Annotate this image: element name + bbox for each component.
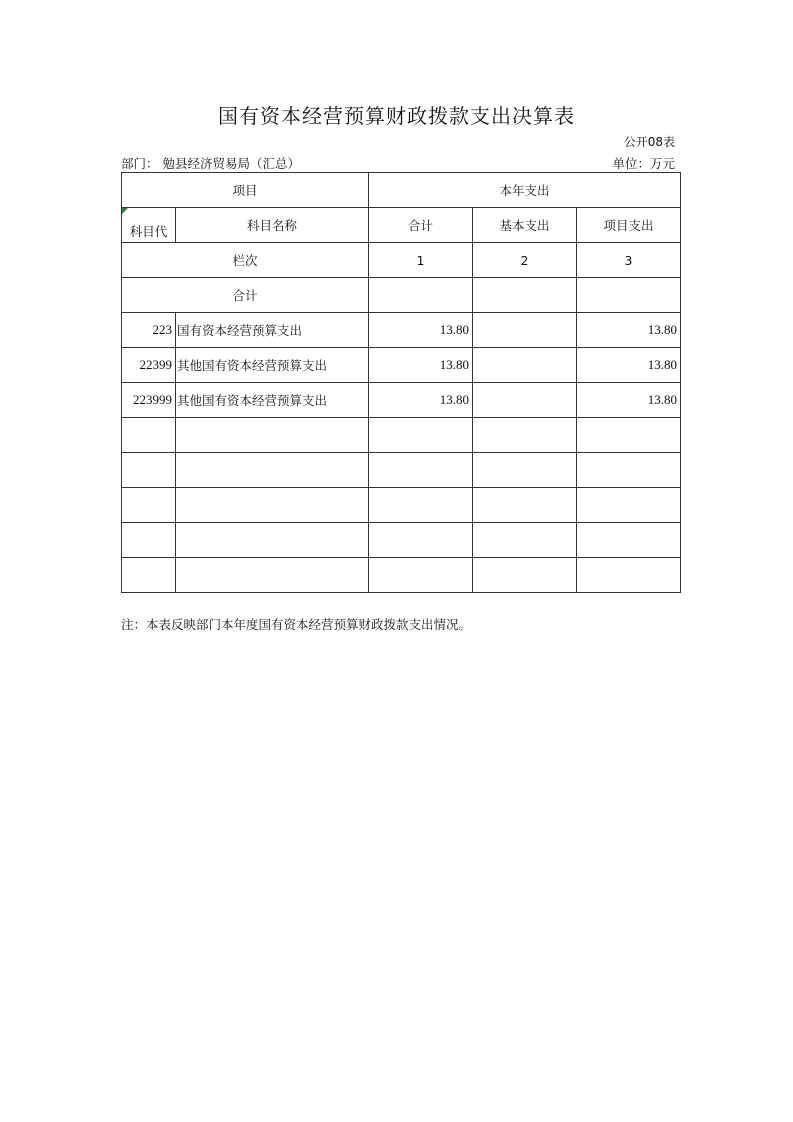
row-total: 13.80 bbox=[369, 348, 473, 383]
header-code bbox=[122, 208, 176, 243]
column-index-row bbox=[122, 243, 681, 278]
row-basic bbox=[473, 313, 577, 348]
footnote: 注：本表反映部门本年度国有资本经营预算财政拨款支出情况。 bbox=[121, 617, 472, 632]
form-number: 公开08表 bbox=[623, 135, 675, 149]
sum-basic bbox=[473, 278, 577, 313]
row-project: 13.80 bbox=[577, 383, 681, 418]
sum-project bbox=[577, 278, 681, 313]
row-project: 13.80 bbox=[577, 348, 681, 383]
table-row bbox=[122, 383, 681, 418]
header-code-label: 科目代 bbox=[129, 224, 168, 239]
row-project: 13.80 bbox=[577, 313, 681, 348]
header-year-expense: 本年支出 bbox=[369, 173, 681, 208]
header-name: 科目名称 bbox=[176, 208, 369, 243]
empty-row bbox=[122, 453, 681, 488]
header-row-1 bbox=[122, 173, 681, 208]
empty-row bbox=[122, 418, 681, 453]
empty-row bbox=[122, 523, 681, 558]
row-total: 13.80 bbox=[369, 313, 473, 348]
cell-comment-marker bbox=[122, 208, 128, 214]
col-index-3: 3 bbox=[577, 243, 681, 278]
expense-table bbox=[121, 172, 681, 593]
row-name: 其他国有资本经营预算支出 bbox=[176, 383, 369, 418]
header-total: 合计 bbox=[369, 208, 473, 243]
row-code: 223 bbox=[122, 313, 176, 348]
col-index-1: 1 bbox=[369, 243, 473, 278]
header-project: 项目支出 bbox=[577, 208, 681, 243]
row-name: 其他国有资本经营预算支出 bbox=[176, 348, 369, 383]
department-label: 部门： 勉县经济贸易局（汇总） bbox=[121, 156, 300, 171]
header-item: 项目 bbox=[122, 173, 369, 208]
table-row bbox=[122, 348, 681, 383]
col-index-label: 栏次 bbox=[122, 243, 369, 278]
empty-row bbox=[122, 488, 681, 523]
row-code: 223999 bbox=[122, 383, 176, 418]
row-basic bbox=[473, 348, 577, 383]
header-row-2 bbox=[122, 208, 681, 243]
col-index-2: 2 bbox=[473, 243, 577, 278]
row-code: 22399 bbox=[122, 348, 176, 383]
row-name: 国有资本经营预算支出 bbox=[176, 313, 369, 348]
sum-total bbox=[369, 278, 473, 313]
header-basic: 基本支出 bbox=[473, 208, 577, 243]
empty-row bbox=[122, 558, 681, 593]
table-row bbox=[122, 313, 681, 348]
sum-label: 合计 bbox=[122, 278, 369, 313]
sum-row bbox=[122, 278, 681, 313]
unit-label: 单位：万元 bbox=[612, 156, 675, 171]
row-basic bbox=[473, 383, 577, 418]
page-title: 国有资本经营预算财政拨款支出决算表 bbox=[218, 104, 575, 128]
row-total: 13.80 bbox=[369, 383, 473, 418]
